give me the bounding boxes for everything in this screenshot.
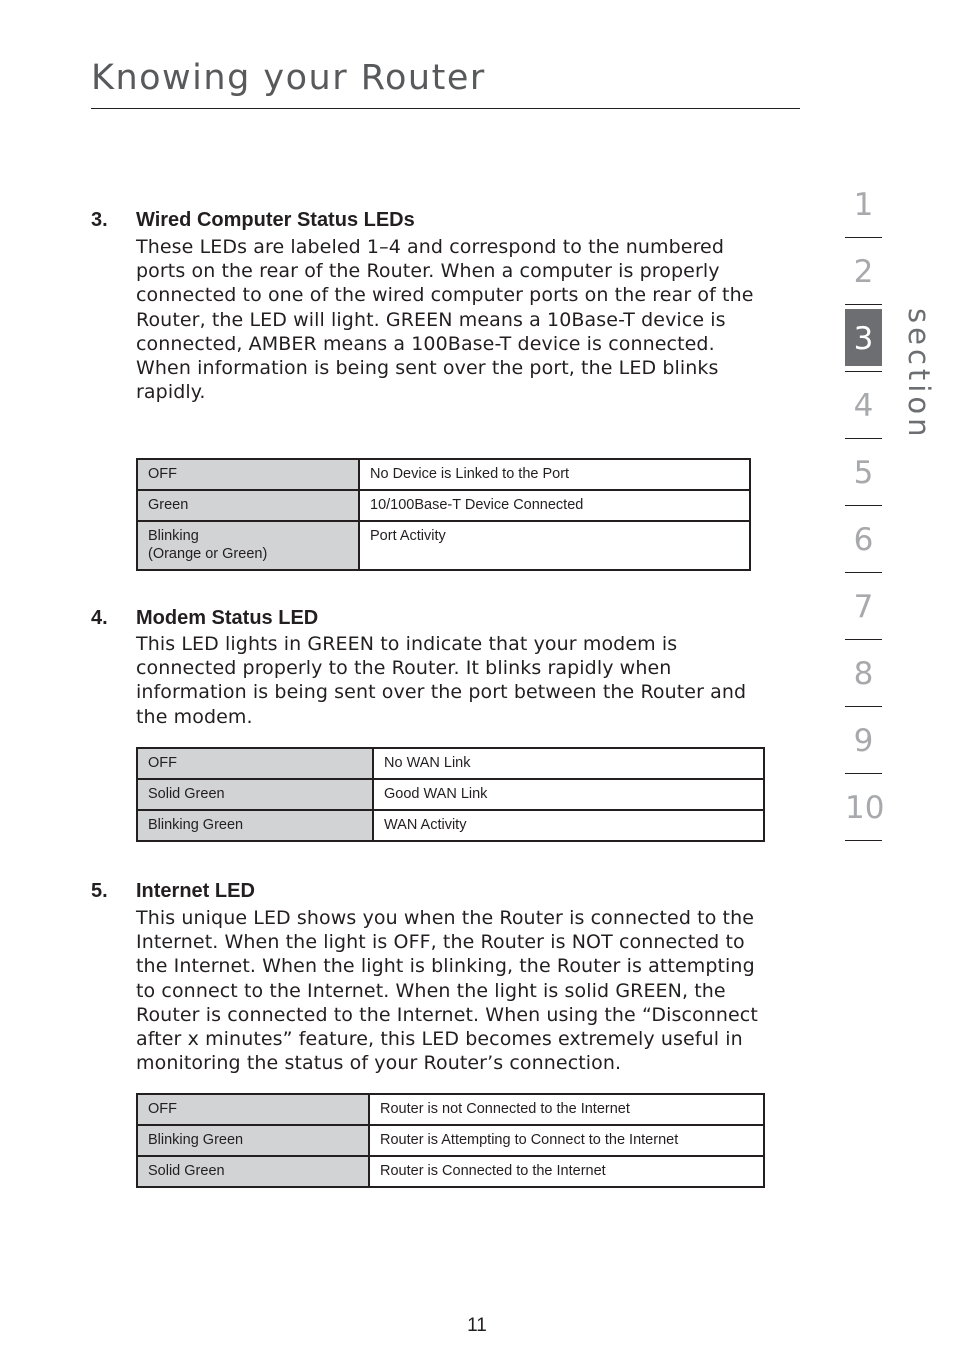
table-row xyxy=(137,1156,764,1187)
table-row xyxy=(137,459,750,490)
page-number: 11 xyxy=(467,1315,487,1336)
paragraph-line: This LED lights in GREEN to indicate that your modem is xyxy=(136,633,678,655)
tab-divider xyxy=(845,572,882,573)
led-state-line: (Orange or Green) xyxy=(148,546,268,562)
section-tab-number: 2 xyxy=(853,254,874,290)
table-row xyxy=(137,779,764,810)
paragraph-line: to connect to the Internet. When the light is solid GREEN, the xyxy=(136,979,726,1002)
paragraph-line: These LEDs are labeled 1–4 and correspond to the numbered xyxy=(136,236,725,258)
section-tab-3[interactable] xyxy=(845,306,882,372)
table-row xyxy=(137,748,764,779)
section-tab-4[interactable] xyxy=(845,373,882,439)
led-state-cell: Blinking Green xyxy=(137,810,373,841)
paragraph-line: connected to one of the wired computer ports on the rear of the xyxy=(136,284,754,307)
section-tab-7[interactable] xyxy=(845,574,882,640)
led-state-cell: OFF xyxy=(137,1094,369,1125)
section-tab-5[interactable] xyxy=(845,440,882,506)
section-tab-number: 9 xyxy=(853,723,874,759)
paragraph-line: information is being sent over the port between the Router and xyxy=(136,681,747,704)
section-number: 4. xyxy=(91,607,108,629)
section-title: Modem Status LED xyxy=(136,607,319,629)
section-heading-wired-leds xyxy=(91,209,415,232)
tab-divider xyxy=(845,706,882,707)
led-table-internet xyxy=(136,1093,765,1188)
led-description-cell: Good WAN Link xyxy=(373,779,764,810)
tab-divider xyxy=(845,237,882,238)
tab-divider xyxy=(845,639,882,640)
led-description-cell: Router is not Connected to the Internet xyxy=(369,1094,764,1125)
paragraph-line: after x minutes” feature, this LED becomes extremely useful in xyxy=(136,1028,743,1051)
section-title: Wired Computer Status LEDs xyxy=(136,209,415,231)
paragraph-line: Internet. When the light is OFF, the Router is NOT connected to xyxy=(136,931,745,954)
tab-divider xyxy=(845,505,882,506)
section-label-vertical: section xyxy=(902,308,936,441)
section-paragraph-internet-led xyxy=(136,906,758,1075)
led-state-cell: Green xyxy=(137,490,359,521)
section-tab-8[interactable] xyxy=(845,641,882,707)
section-heading-internet-led xyxy=(91,880,255,903)
paragraph-line: Router, the LED will light. GREEN means a 10Base-T device is xyxy=(136,308,726,331)
page-title: Knowing your Router xyxy=(91,58,486,98)
section-paragraph-wired-leds xyxy=(136,235,754,404)
title-divider xyxy=(91,108,800,109)
paragraph-line: connected properly to the Router. It blinks rapidly when xyxy=(136,657,672,680)
tab-divider xyxy=(845,371,882,372)
section-paragraph-modem-led xyxy=(136,632,746,729)
section-tab-6[interactable] xyxy=(845,507,882,573)
led-state-cell: Solid Green xyxy=(137,779,373,810)
led-description-cell: Router is Connected to the Internet xyxy=(369,1156,764,1187)
section-number: 3. xyxy=(91,209,108,231)
led-description-cell: No WAN Link xyxy=(373,748,764,779)
paragraph-line: Router is connected to the Internet. When using the “Disconnect xyxy=(136,1003,758,1026)
section-tab-number: 7 xyxy=(853,589,874,625)
led-table-modem xyxy=(136,747,765,842)
paragraph-line: ports on the rear of the Router. When a computer is properly xyxy=(136,260,720,283)
section-tab-1[interactable] xyxy=(845,172,882,238)
paragraph-line: connected, AMBER means a 100Base-T device is connected. xyxy=(136,332,715,355)
paragraph-line: monitoring the status of your Router’s connection. xyxy=(136,1052,622,1075)
tab-divider xyxy=(845,840,882,841)
led-state-line: Blinking xyxy=(148,528,199,544)
tab-divider xyxy=(845,773,882,774)
table-row xyxy=(137,1125,764,1156)
led-description-cell: WAN Activity xyxy=(373,810,764,841)
table-row xyxy=(137,1094,764,1125)
led-state-cell: OFF xyxy=(137,459,359,490)
led-state-cell: Solid Green xyxy=(137,1156,369,1187)
paragraph-line: the Internet. When the light is blinking, the Router is attempting xyxy=(136,955,755,978)
led-description-cell: 10/100Base-T Device Connected xyxy=(359,490,750,521)
tab-divider xyxy=(845,438,882,439)
table-row xyxy=(137,490,750,521)
section-number: 5. xyxy=(91,880,108,902)
section-tab-number: 4 xyxy=(853,388,874,424)
section-tab-2[interactable] xyxy=(845,239,882,305)
section-heading-modem-led xyxy=(91,607,318,630)
section-tab-number: 10 xyxy=(845,790,885,826)
section-tab-9[interactable] xyxy=(845,708,882,774)
led-table-wired xyxy=(136,458,751,571)
led-description-cell: No Device is Linked to the Port xyxy=(359,459,750,490)
paragraph-line: the modem. xyxy=(136,705,253,728)
paragraph-line: This unique LED shows you when the Router is connected to the xyxy=(136,907,755,929)
led-state-cell: Blinking Green xyxy=(137,1125,369,1156)
section-tab-number: 1 xyxy=(853,187,874,223)
tab-divider xyxy=(845,304,882,305)
section-tab-number: 6 xyxy=(853,522,874,558)
table-row xyxy=(137,521,750,570)
led-state-cell: OFF xyxy=(137,748,373,779)
section-tab-number: 8 xyxy=(853,656,874,692)
paragraph-line: rapidly. xyxy=(136,381,206,404)
section-tab-10[interactable] xyxy=(845,775,885,841)
led-description-cell: Port Activity xyxy=(359,521,750,570)
paragraph-line: When information is being sent over the port, the LED blinks xyxy=(136,357,719,380)
led-description-cell: Router is Attempting to Connect to the Internet xyxy=(369,1125,764,1156)
table-row xyxy=(137,810,764,841)
section-tab-number: 3 xyxy=(853,321,874,357)
section-title: Internet LED xyxy=(136,880,255,902)
led-state-cell xyxy=(137,521,359,570)
section-tab-number: 5 xyxy=(853,455,874,491)
